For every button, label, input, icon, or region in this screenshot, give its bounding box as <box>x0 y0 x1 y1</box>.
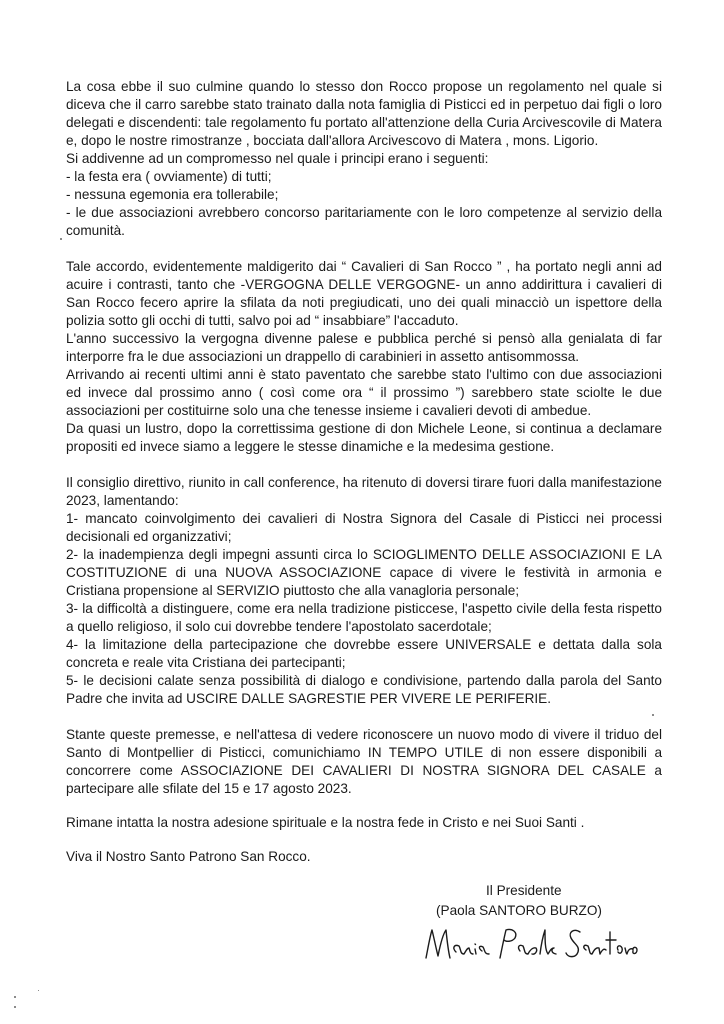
scan-speck <box>38 990 39 991</box>
paragraph-regolamento <box>66 78 662 240</box>
text-line: Arrivando ai recenti ultimi anni è stato paventato che sarebbe stato l'ultimo con due associazioni ed invece dal prossimo anno ( così come ora “ il prossimo ”) sarebbero state sciolte le due associazioni per costituirne solo una che tenesse insieme i cavalieri devoti di ambedue. <box>66 367 662 418</box>
signatory-name: (Paola SANTORO BURZO) <box>436 903 602 918</box>
signature-block <box>436 881 636 921</box>
paragraph-premesse <box>66 726 662 798</box>
paragraph-saluto <box>66 848 662 866</box>
handwritten-signature <box>420 918 640 968</box>
scan-speck <box>60 238 62 240</box>
list-item: - le due associazioni avrebbero concorso paritariamente con le loro competenze al servizio della comunità. <box>66 205 662 238</box>
list-item: 3- la difficoltà a distinguere, come era nella tradizione pisticcese, l'aspetto civile della festa rispetto a quello religioso, il solo cui dovrebbe tendere l'apostolato sacerdotale; <box>66 601 662 634</box>
paragraph-consiglio <box>66 474 662 708</box>
list-item: - la festa era ( ovviamente) di tutti; <box>66 169 272 184</box>
text-line: Il consiglio direttivo, riunito in call conference, ha ritenuto di doversi tirare fuori dalla manifestazione 2023, lamentando: <box>66 475 662 508</box>
text-line: Tale accordo, evidentemente maldigerito dai “ Cavalieri di San Rocco ” , ha portato negli anni ad acuire i contrasti, tanto che -VERGOGNA DELLE VERGOGNE- un anno addirittura i cavalieri di San Rocco fecero aprire la sfilata da noti pregiudicati, uno dei quali minacciò un ispettore della polizia sotto gli occhi di tutti, salvo poi ad “ insabbiare” l'accaduto. <box>66 259 662 328</box>
list-item: - nessuna egemonia era tollerabile; <box>66 187 279 202</box>
scan-speck <box>652 714 654 716</box>
text-line: Si addivenne ad un compromesso nel quale i principi erano i seguenti: <box>66 151 489 166</box>
list-item: 5- le decisioni calate senza possibilità di dialogo e condivisione, partendo dalla parola del Santo Padre che invita ad USCIRE DALLE SAGRESTIE PER VIVERE LE PERIFERIE. <box>66 673 662 706</box>
text-line: Viva il Nostro Santo Patrono San Rocco. <box>66 849 311 864</box>
text-line: L'anno successivo la vergogna divenne palese e pubblica perché si pensò alla genialata di far interporre fra le due associazioni un drappello di carabinieri in assetto antisommossa. <box>66 331 662 364</box>
text-line: Da quasi un lustro, dopo la correttissima gestione di don Michele Leone, si continua a declamare propositi ed invece siamo a leggere le stesse dinamiche e la medesima gestione. <box>66 421 662 454</box>
text-line: La cosa ebbe il suo culmine quando lo stesso don Rocco propose un regolamento nel quale si diceva che il carro sarebbe stato trainato dalla nota famiglia di Pisticci ed in perpetuo dai figli o loro delegati e discendenti: tale regolamento fu portato all'attenzione della Curia Arcivescovile di Matera e, dopo le nostre rimostranze , bocciata dall'allora Arcivescovo di Matera , mons. Ligorio. <box>66 79 662 148</box>
signatory-title: Il Presidente <box>486 883 562 898</box>
text-line: Stante queste premesse, e nell'attesa di vedere riconoscere un nuovo modo di vivere il triduo del Santo di Montpellier di Pisticci, comunichiamo IN TEMPO UTILE di non essere disponibili a concorrere come ASSOCIAZIONE DEI CAVALIERI DI NOSTRA SIGNORA DEL CASALE a partecipare alle sfilate del 15 e 17 agosto 2023. <box>66 727 662 796</box>
text-line: Rimane intatta la nostra adesione spirituale e la nostra fede in Cristo e nei Suoi Santi . <box>66 815 585 830</box>
scan-speck <box>14 1006 16 1008</box>
paragraph-adesione <box>66 814 662 832</box>
scan-speck <box>14 996 16 998</box>
list-item: 4- la limitazione della partecipazione che dovrebbe essere UNIVERSALE e dettata dalla sola concreta e reale vita Cristiana dei partecipanti; <box>66 637 662 670</box>
letter-body <box>66 78 662 866</box>
paragraph-accordo <box>66 258 662 456</box>
list-item: 1- mancato coinvolgimento dei cavalieri di Nostra Signora del Casale di Pisticci nei processi decisionali ed organizzativi; <box>66 511 662 544</box>
list-item: 2- la inadempienza degli impegni assunti circa lo SCIOGLIMENTO DELLE ASSOCIAZIONI E LA COSTITUZIONE di una NUOVA ASSOCIAZIONE capace di vivere le festività in armonia e Cristiana propensione al SERVIZIO piuttosto che alla vanagloria personale; <box>66 547 662 598</box>
